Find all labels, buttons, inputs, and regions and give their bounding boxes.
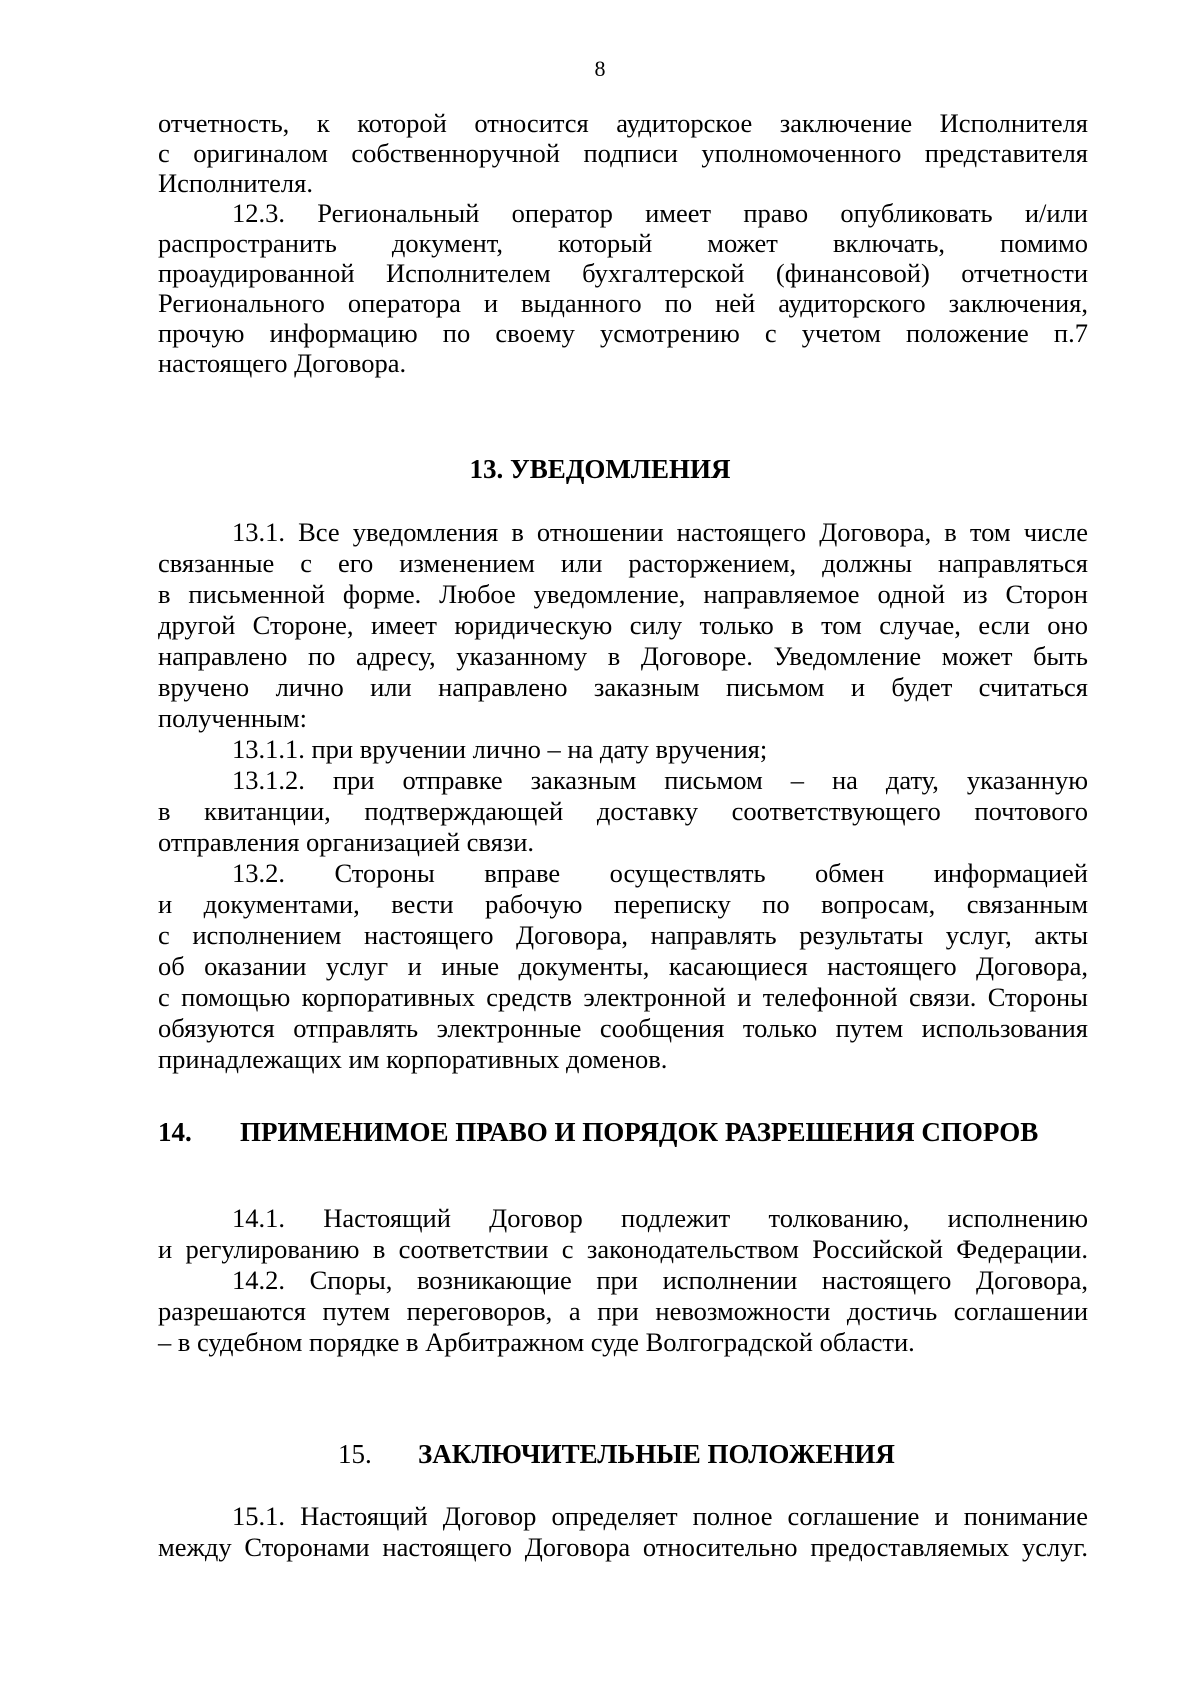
paragraph-15-1-line: 15.1. Настоящий Договор определяет полное соглашение и понимание — [232, 1501, 1088, 1531]
text-line: и документами, вести рабочую переписку по вопросам, связанным — [158, 889, 1088, 919]
text-line: прочую информацию по своему усмотрению с учетом положение п.7 — [158, 318, 1088, 348]
text-line: отчетность, к которой относится аудиторское заключение Исполнителя — [158, 108, 1088, 138]
paragraph-13-1-2-line: 13.1.2. при отправке заказным письмом – на дату, указанную — [232, 765, 1088, 795]
text-line: принадлежащих им корпоративных доменов. — [158, 1044, 668, 1074]
text-line: разрешаются путем переговоров, а при невозможности достичь соглашении — [158, 1296, 1088, 1326]
text-line: обязуются отправлять электронные сообщения только путем использования — [158, 1013, 1088, 1043]
text-line: полученным: — [158, 703, 307, 733]
page-number: 8 — [594, 56, 606, 81]
text-line: вручено лично или направлено заказным письмом и будет считаться — [158, 672, 1088, 702]
section-15-number: 15. — [338, 1439, 372, 1469]
section-13-heading: 13. УВЕДОМЛЕНИЯ — [469, 454, 731, 484]
text-line: связанные с его изменением или расторжением, должны направляться — [158, 548, 1088, 578]
text-line: с исполнением настоящего Договора, направлять результаты услуг, акты — [158, 920, 1088, 950]
text-line: проаудированной Исполнителем бухгалтерской (финансовой) отчетности — [158, 258, 1088, 288]
text-line: отправления организацией связи. — [158, 827, 535, 857]
text-line: направлено по адресу, указанному в Договоре. Уведомление может быть — [158, 641, 1088, 671]
text-line: настоящего Договора. — [158, 348, 407, 378]
text-line: другой Стороне, имеет юридическую силу только в том случае, если оно — [158, 610, 1088, 640]
text-line: в письменной форме. Любое уведомление, направляемое одной из Сторон — [158, 579, 1088, 609]
section-15-heading: ЗАКЛЮЧИТЕЛЬНЫЕ ПОЛОЖЕНИЯ — [418, 1439, 895, 1469]
text-line: и регулированию в соответствии с законодательством Российской Федерации. — [158, 1234, 1088, 1264]
section-14-number: 14. — [158, 1117, 192, 1147]
text-line: Регионального оператора и выданного по ней аудиторского заключения, — [158, 288, 1088, 318]
text-line: с оригиналом собственноручной подписи уполномоченного представителя — [158, 138, 1088, 168]
text-line: в квитанции, подтверждающей доставку соответствующего почтового — [158, 796, 1088, 826]
paragraph-14-1-line: 14.1. Настоящий Договор подлежит толкованию, исполнению — [232, 1203, 1088, 1233]
text-line: Исполнителя. — [158, 168, 313, 198]
text-line: – в судебном порядке в Арбитражном суде Волгоградской области. — [158, 1327, 915, 1357]
section-14-heading: ПРИМЕНИМОЕ ПРАВО И ПОРЯДОК РАЗРЕШЕНИЯ СПОРОВ — [240, 1117, 1039, 1147]
text-line: об оказании услуг и иные документы, касающиеся настоящего Договора, — [158, 951, 1088, 981]
text-line: распространить документ, который может включать, помимо — [158, 228, 1088, 258]
paragraph-12-3-line: 12.3. Региональный оператор имеет право опубликовать и/или — [232, 198, 1088, 228]
paragraph-13-2-line: 13.2. Стороны вправе осуществлять обмен информацией — [232, 858, 1088, 888]
paragraph-13-1-1: 13.1.1. при вручении лично – на дату вручения; — [232, 734, 768, 764]
paragraph-14-2-line: 14.2. Споры, возникающие при исполнении настоящего Договора, — [232, 1265, 1088, 1295]
paragraph-13-1-line: 13.1. Все уведомления в отношении настоящего Договора, в том числе — [232, 517, 1088, 547]
text-line: между Сторонами настоящего Договора относительно предоставляемых услуг. — [158, 1532, 1088, 1562]
text-line: с помощью корпоративных средств электронной и телефонной связи. Стороны — [158, 982, 1088, 1012]
